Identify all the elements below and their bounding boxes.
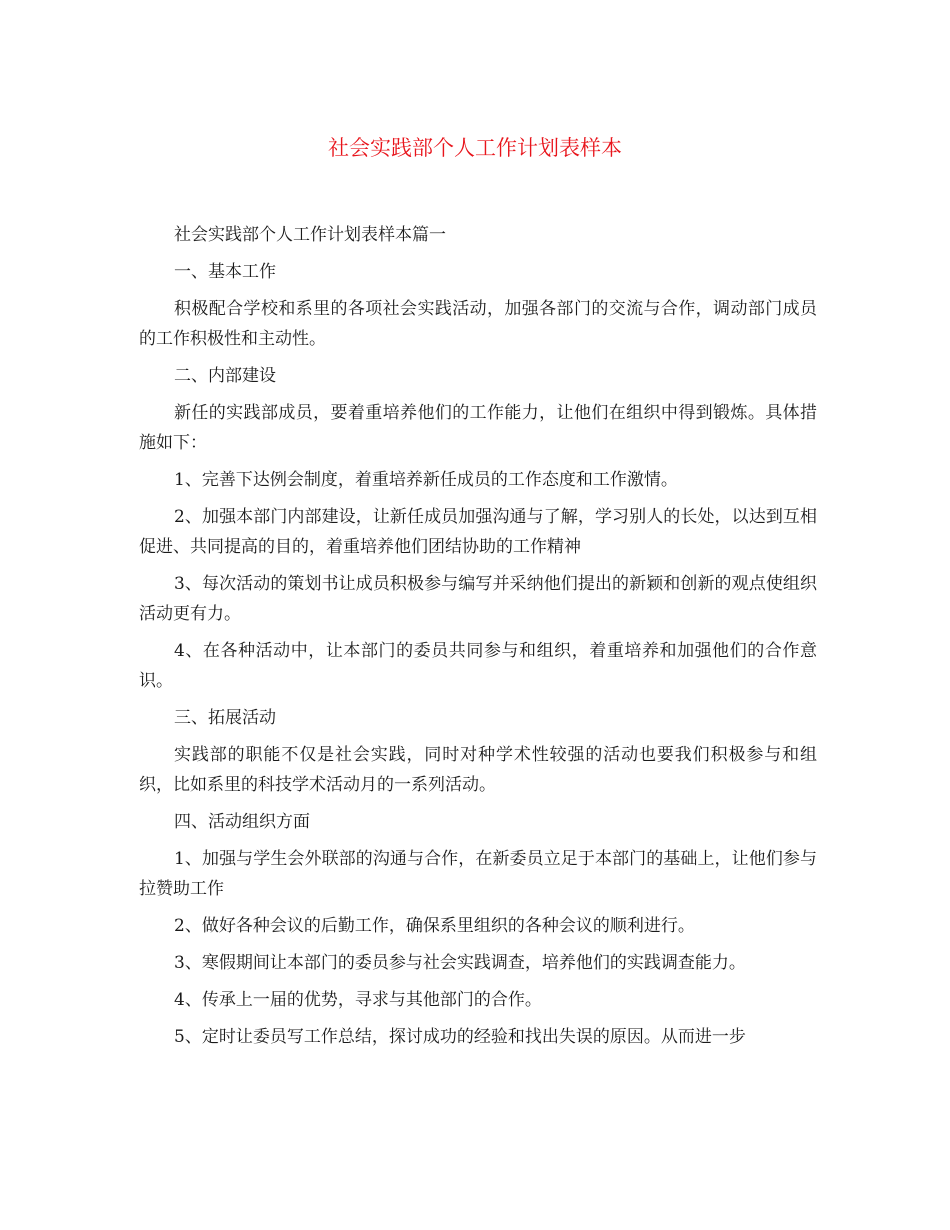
paragraph: 新任的实践部成员，要着重培养他们的工作能力，让他们在组织中得到锻炼。具体措施如下：: [139, 403, 817, 453]
subheading: 一、基本工作: [174, 262, 276, 282]
paragraph: 实践部的职能不仅是社会实践，同时对种学术性较强的活动也要我们积极参与和组织，比如系里的科技学术活动月的一系列活动。: [139, 745, 817, 795]
section-heading: 社会实践部个人工作计划表样本篇一: [174, 225, 446, 245]
list-item: 4、传承上一届的优势，寻求与其他部门的合作。: [174, 990, 542, 1010]
list-item: 2、做好各种会议的后勤工作，确保系里组织的各种会议的顺利进行。: [174, 916, 695, 936]
subheading: 四、活动组织方面: [174, 812, 310, 832]
list-item: 3、寒假期间让本部门的委员参与社会实践调查，培养他们的实践调查能力。: [174, 953, 746, 973]
list-item: 1、加强与学生会外联部的沟通与合作，在新委员立足于本部门的基础上，让他们参与拉赞助工作: [139, 849, 817, 899]
list-item: 2、加强本部门内部建设，让新任成员加强沟通与了解，学习别人的长处，以达到互相促进、共同提高的目的，着重培养他们团结协助的工作精神: [139, 507, 817, 557]
list-item: 1、完善下达例会制度，着重培养新任成员的工作态度和工作激情。: [174, 470, 678, 490]
list-item: 5、定时让委员写工作总结，探讨成功的经验和找出失误的原因。从而进一步: [174, 1027, 746, 1047]
subheading: 三、拓展活动: [174, 708, 276, 728]
list-item: 3、每次活动的策划书让成员积极参与编写并采纳他们提出的新颖和创新的观点使组织活动更有力。: [139, 574, 817, 624]
document-body: [139, 220, 817, 1059]
list-item: 4、在各种活动中，让本部门的委员共同参与和组织，着重培养和加强他们的合作意识。: [139, 641, 817, 691]
paragraph: 积极配合学校和系里的各项社会实践活动，加强各部门的交流与合作，调动部门成员的工作积极性和主动性。: [139, 299, 817, 349]
subheading: 二、内部建设: [174, 366, 276, 386]
document-title: 社会实践部个人工作计划表样本: [328, 136, 622, 160]
